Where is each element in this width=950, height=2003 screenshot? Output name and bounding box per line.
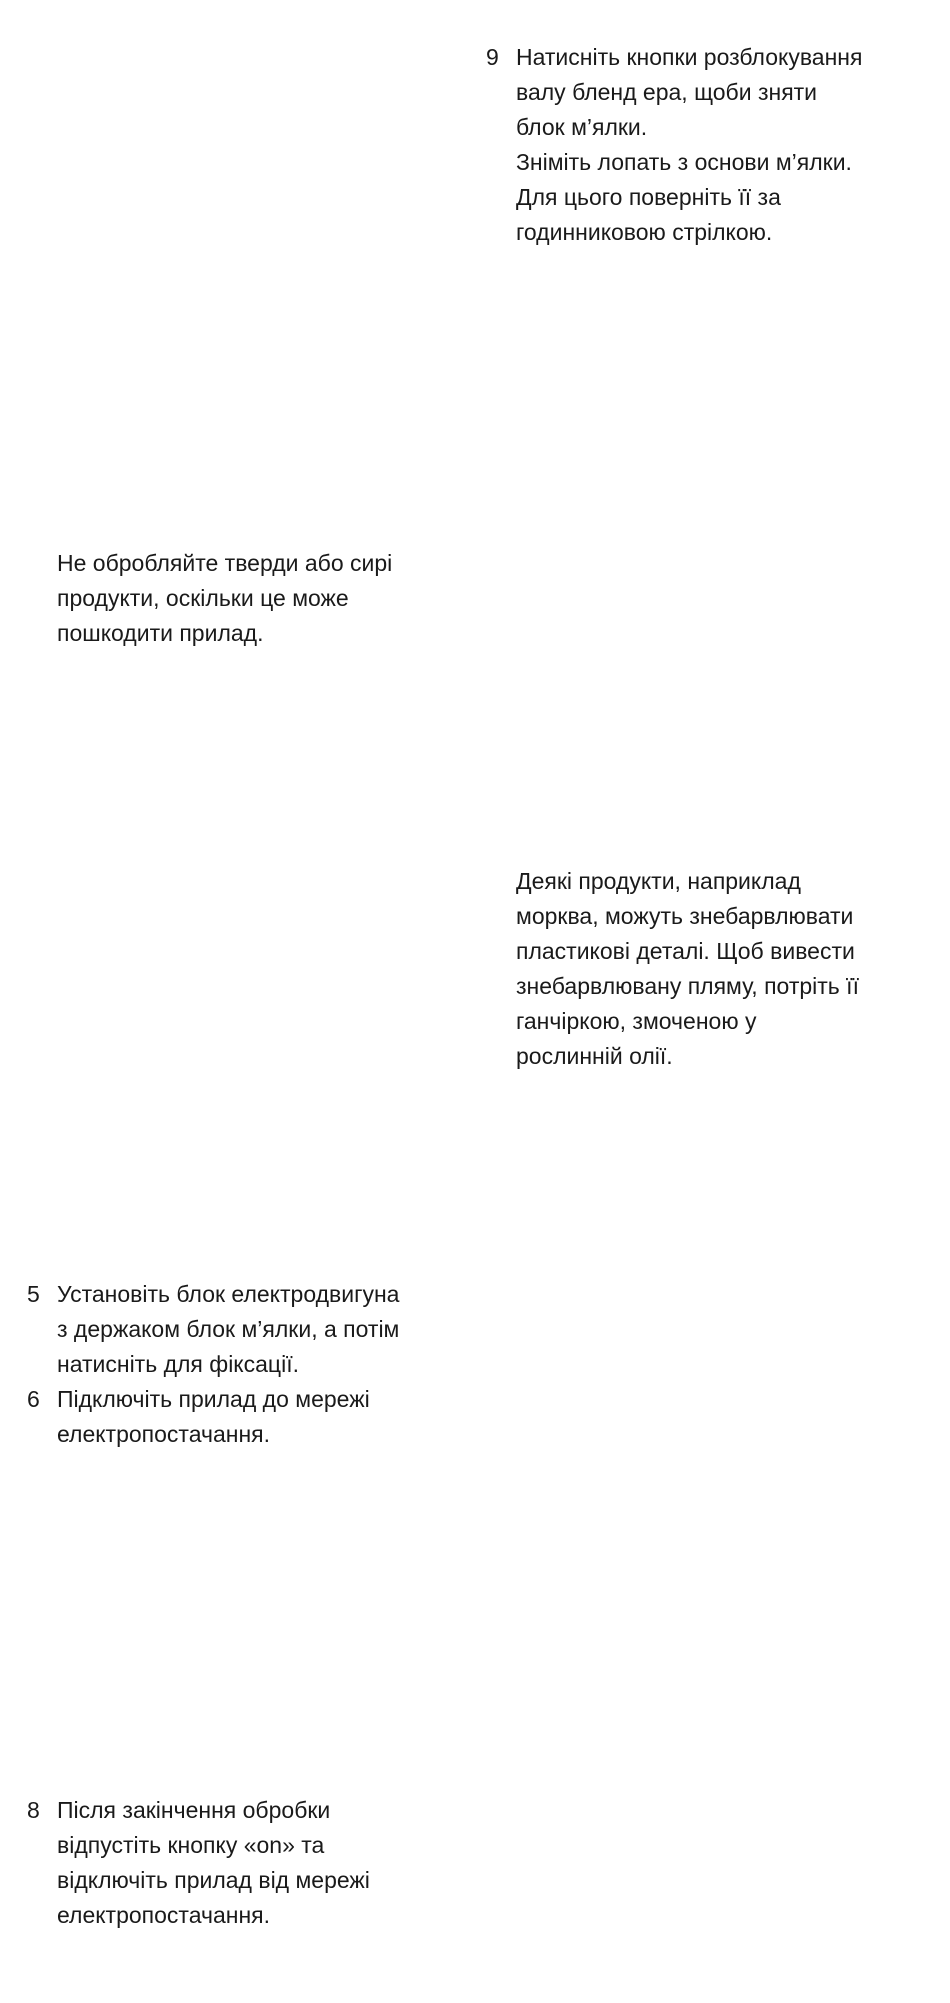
- text-line: годинниковою стрілкою.: [516, 219, 773, 245]
- text-line: Підключіть прилад до мережі: [57, 1386, 370, 1412]
- text-line: морква, можуть знебарвлювати: [516, 903, 854, 929]
- step-6: [27, 1382, 467, 1452]
- text-line: пластикові деталі. Щоб вивести: [516, 938, 855, 964]
- text-line: натисніть для фіксації.: [57, 1351, 299, 1377]
- step-text: [516, 40, 926, 250]
- text-line: Після закінчення обробки: [57, 1797, 331, 1823]
- text-line: Натисніть кнопки розблокування: [516, 44, 863, 70]
- text-line: Деякі продукти, наприклад: [516, 868, 801, 894]
- step-text: [57, 1793, 467, 1933]
- text-line: валу бленд ера, щоби зняти: [516, 79, 818, 105]
- step-text: [57, 1277, 467, 1382]
- text-line: відключіть прилад від мережі: [57, 1867, 370, 1893]
- steps-5-6: [27, 1277, 467, 1452]
- text-line: з держаком блок м’ялки, а потім: [57, 1316, 400, 1342]
- text-line: ганчіркою, змоченою у: [516, 1008, 757, 1034]
- text-line: електропостачання.: [57, 1421, 271, 1447]
- text-line: пошкодити прилад.: [57, 620, 264, 646]
- text-line: Не обробляйте тверди або сирі: [57, 550, 393, 576]
- text-line: Зніміть лопать з основи м’ялки.: [516, 149, 852, 175]
- text-line: Для цього поверніть її за: [516, 184, 781, 210]
- step-9: [486, 40, 926, 250]
- text-line: знебарвлювану пляму, потріть її: [516, 973, 859, 999]
- step-number: 6: [27, 1386, 40, 1412]
- text-line: блок м’ялки.: [516, 114, 648, 140]
- step-text: [57, 1382, 467, 1452]
- step-8: [27, 1793, 467, 1933]
- note-hard-food: [57, 546, 477, 651]
- text-line: Установіть блок електродвигуна: [57, 1281, 400, 1307]
- text-line: продукти, оскільки це може: [57, 585, 349, 611]
- text-line: рослинній олії.: [516, 1043, 673, 1069]
- note-discoloration: [516, 864, 936, 1074]
- text-line: електропостачання.: [57, 1902, 271, 1928]
- text-line: відпустіть кнопку «on» та: [57, 1832, 325, 1858]
- step-number: 8: [27, 1797, 40, 1823]
- step-5: [27, 1277, 467, 1382]
- step-number: 5: [27, 1281, 40, 1307]
- step-number: 9: [486, 44, 499, 70]
